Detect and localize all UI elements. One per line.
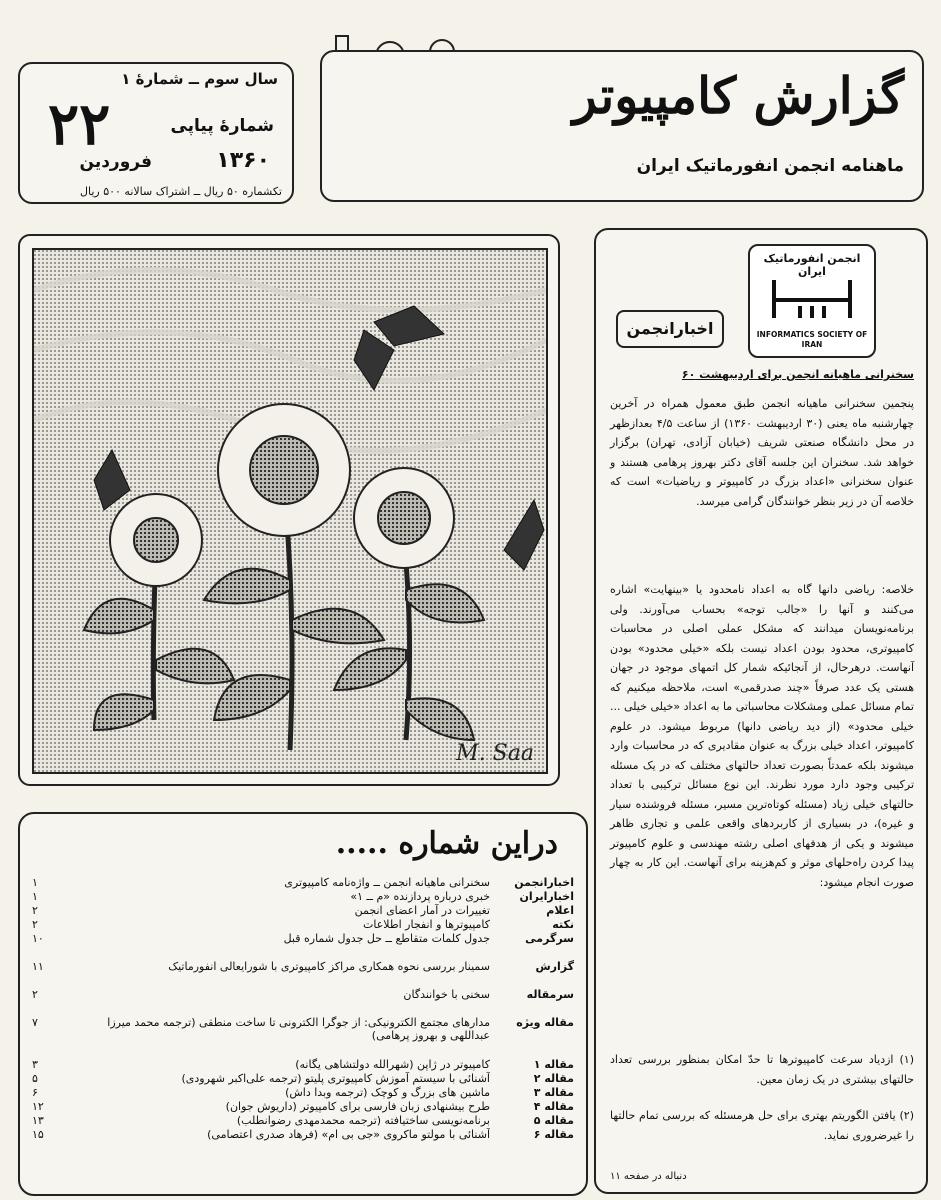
news-headline: سخنرانی ماهیانه انجمن برای اردیبهشت ۶۰ — [681, 368, 914, 381]
volume-label: سال سوم ــ شمارهٔ ۱ — [121, 70, 278, 88]
toc-page: ۱ — [32, 876, 38, 889]
toc-page: ۷ — [32, 1016, 38, 1029]
logo-english-name: INFORMATICS SOCIETY OF IRAN — [756, 330, 868, 349]
toc-row — [32, 1114, 574, 1128]
contents-list — [32, 876, 574, 1142]
issue-year: ۱۳۶۰ — [216, 148, 270, 173]
issue-month: فروردین — [79, 152, 152, 172]
toc-row — [32, 1058, 574, 1072]
toc-title: کامپیوتر در ژاپن (شهرالله دولتشاهی یگانه) — [295, 1058, 490, 1071]
toc-row — [32, 932, 574, 946]
toc-category: اخبارانجمن — [514, 876, 574, 889]
news-list-item-1: (۱) ازدیاد سرعت کامپیوترها تا حدّ امکان بمنظور بررسی تعداد حالتهای بیشتری در یک زمان معین. — [610, 1053, 914, 1086]
toc-row — [32, 904, 574, 918]
artist-signature: M. Saa — [456, 741, 534, 766]
publication-subtitle: ماهنامه انجمن انفورماتیک ایران — [636, 156, 904, 176]
price-line: تکشماره ۵۰ ریال ــ اشتراک سالانه ۵۰۰ ریال — [79, 185, 282, 198]
toc-page: ۱ — [32, 890, 38, 903]
toc-row — [32, 960, 574, 974]
section-title: اخبارانجمن — [616, 310, 724, 348]
toc-category: سرگرمی — [525, 932, 574, 945]
news-paragraph-2: خلاصه: ریاضی دانها گاه به اعداد نامحدود یا «بینهایت» اشاره می‌کنند و آنها را «جالب توجه» بحساب می‌آورند. ولی برنامه‌نویسان میدانند که مشکل عملی اصلی در محاسبات کامپیوتری، محدود بودن اعداد نیست بلکه «خیلی محدود» بودن آنهاست. درهرحال، از آنجائیکه شمار کل اتمهای موجود در جهان هستی یک عدد صرفاً «چند صدرقمی» است، ملاحظه میکنیم که تمام مسائل عملی ومشکلات محاسباتی ما به اعداد «خیلی خیلی ... خیلی محدود» (از دید ریاضی دانها) مربوط میشود. در علوم کامپیوتر، اعداد خیلی بزرگ به عنوان مقادیری که در محاسبات وارد میشوند بلکه عمدتاً بصورت تعداد حالتهای مختلف که در یک مسئله ترکیبی وجود دارد مورد نظرند. این نوع مسائل ترکیبی با تعداد حالتهای خیلی زیاد (مسئله کوتاه‌ترین مسیر، مسئله فروشنده سیار و غیره)، در بسیاری از کاربردهای واقعی علمی و تجاری ظاهر میشوند و یکی از هدفهای اصلی رشته مهندسی و علوم کامپیوتر پیدا کردن راه‌حلهای موثر و کم‌هزینه برای آنهاست. این کار به چهار صورت انجام میشود: — [610, 583, 914, 889]
toc-row — [32, 1086, 574, 1100]
society-news-column — [594, 228, 928, 1194]
toc-category: مقاله ۵ — [533, 1114, 574, 1127]
toc-title: ماشین های بزرگ و کوچک (ترجمه وبدا داش) — [285, 1086, 490, 1099]
toc-row — [32, 1100, 574, 1114]
toc-row — [32, 988, 574, 1002]
continued-note: دنباله در صفحه ۱۱ — [610, 1171, 687, 1182]
toc-category: مقاله ۴ — [533, 1100, 574, 1113]
toc-row — [32, 1128, 574, 1142]
sunflower-artwork — [32, 248, 548, 774]
toc-row — [32, 918, 574, 932]
toc-page: ۳ — [32, 1058, 38, 1071]
toc-title: آشنائی با سیستم آموزش کامپیوتری پلیتو (ترجمه علی‌اکبر شهرودی) — [181, 1072, 490, 1085]
cover-artwork-frame — [18, 234, 560, 786]
toc-category: اعلام — [546, 904, 574, 917]
contents-box — [18, 812, 588, 1196]
contents-heading: دراین شماره ..... — [335, 826, 558, 861]
toc-category: مقاله ۶ — [533, 1128, 574, 1141]
news-paragraph-1: پنجمین سخنرانی ماهیانه انجمن طبق معمول همراه در آخرین چهارشنبه ماه یعنی (۳۰ اردیبهشت ۱۳۶۰) از ساعت ۴/۵ بعدازظهر در محل دانشگاه صنعتی شریف (خیابان آزادی، تهران) برگزار خواهد شد. سخنران این جلسه آقای دکتر بهروز پرهامی هستند و عنوان سخنرانی «اعداد بزرگ در کامپیوتر و ریاضیات» است که خلاصه آن در زیر بنظر خوانندگان گرامی میرسد. — [610, 397, 914, 508]
toc-category: گزارش — [535, 960, 574, 973]
logo-emblem-icon — [770, 276, 854, 322]
toc-title: کامپیوترها و انفجار اطلاعات — [363, 918, 490, 931]
toc-category: مقاله ۲ — [533, 1072, 574, 1085]
toc-page: ۱۳ — [32, 1114, 44, 1127]
masthead-title-box — [320, 50, 924, 202]
logo-persian-name: انجمن انفورماتیک ایران — [763, 252, 861, 278]
toc-category: مقاله ویژه — [516, 1016, 574, 1029]
toc-title: تغییرات در آمار اعضای انجمن — [354, 904, 490, 917]
toc-category: سرمقاله — [526, 988, 574, 1001]
toc-category: نکته — [552, 918, 574, 931]
toc-row — [32, 876, 574, 890]
toc-page: ۲ — [32, 918, 38, 931]
toc-title: سمینار بررسی نحوه همکاری مراکز کامپیوتری با شورایعالی انفورماتیک — [168, 960, 490, 973]
toc-page: ۱۱ — [32, 960, 44, 973]
toc-row — [32, 1016, 574, 1044]
toc-page: ۵ — [32, 1072, 38, 1085]
toc-page: ۲ — [32, 904, 38, 917]
toc-page: ۱۵ — [32, 1128, 44, 1141]
toc-title: طرح بیشنهادی زبان فارسی برای کامپیوتر (داریوش جوان) — [225, 1100, 490, 1113]
toc-title: سخنرانی ماهیانه انجمن ــ واژه‌نامه کامپیوتری — [284, 876, 490, 889]
toc-row — [32, 1072, 574, 1086]
toc-page: ۲ — [32, 988, 38, 1001]
serial-number: ۲۲ — [48, 90, 111, 158]
toc-category: اخبارایران — [519, 890, 574, 903]
toc-title: سخنی با خوانندگان — [403, 988, 490, 1001]
toc-page: ۶ — [32, 1086, 38, 1099]
toc-category: مقاله ۳ — [533, 1086, 574, 1099]
serial-label: شمارهٔ پیاپی — [170, 116, 274, 136]
toc-page: ۱۲ — [32, 1100, 44, 1113]
publication-title: گزارش کامپیوتر — [572, 66, 904, 125]
society-logo — [748, 244, 876, 358]
toc-row — [32, 890, 574, 904]
toc-page: ۱۰ — [32, 932, 44, 945]
toc-title: خبری درباره پردازنده «م ــ ۱» — [350, 890, 490, 903]
toc-title: آشنائی با مولتو ماکروی «جی بی ام» (فرهاد صدری اعتصامی) — [207, 1128, 490, 1141]
toc-category: مقاله ۱ — [533, 1058, 574, 1071]
toc-title: مدارهای مجتمع الکترونیکی: از جوگرا الکترونی تا ساخت منطقی (ترجمه محمد میرزا عبداللهی و بهروز پرهامی) — [107, 1016, 490, 1042]
issue-info-box — [18, 62, 294, 204]
toc-title: برنامه‌نویسی ساختیافته (ترجمه محمدمهدی رضوانطلب) — [236, 1114, 490, 1127]
toc-title: جدول کلمات متقاطع ــ حل جدول شماره قبل — [283, 932, 490, 945]
news-list-item-2: (۲) یافتن الگوریتم بهتری برای حل هرمسئله که بررسی تمام حالتها را غیرضروری نماید. — [610, 1109, 914, 1142]
